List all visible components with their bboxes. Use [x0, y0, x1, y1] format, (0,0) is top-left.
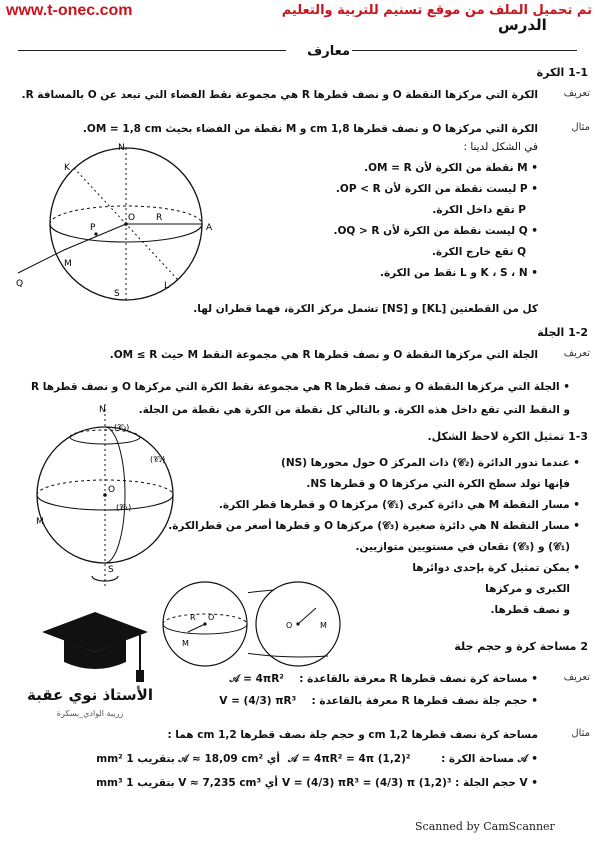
- great-circle-front: [37, 495, 173, 510]
- label-o: O: [108, 485, 116, 495]
- label-m: M: [64, 259, 72, 269]
- label-r: R: [156, 213, 163, 223]
- s12-line: و النقط التي تقع داخل هذه الكرة. و بالتالي كل نقطة من الكرة هي نقطة من الجلة.: [138, 404, 570, 416]
- label-c3: (𝒞₃): [114, 423, 130, 432]
- label-m: M: [36, 517, 44, 527]
- graduation-cap-logo: [40, 610, 150, 686]
- section-title: معارف: [307, 44, 350, 59]
- s11-line: • Q ليست نقطة من الكرة لأن OQ > R.: [333, 225, 538, 237]
- s11-line: في الشكل لدينا :: [463, 141, 538, 153]
- s11-line: • K ، S ، N و L نقط من الكرة.: [379, 267, 538, 279]
- s2-ex-area-label: • 𝒜 مساحة الكرة :: [441, 753, 538, 765]
- label-c1: (𝒞₁): [116, 503, 132, 512]
- sphere-figure-1: [14, 138, 224, 308]
- label-k: K: [64, 163, 70, 173]
- s2-ex-area-calc: 𝒜 = 4πR² = 4π (1,2)²: [288, 753, 411, 765]
- sphere-figure-3: [160, 578, 250, 670]
- s11-line: Q تقع خارج الكرة.: [431, 246, 526, 258]
- s2-area-formula: 𝒜 = 4πR²: [229, 673, 284, 685]
- radius: [298, 608, 316, 624]
- s13-line: (𝒞₁) و (𝒞₃) تقعان في مستويين متوازيين.: [355, 541, 570, 553]
- meridian-circle: [105, 427, 125, 563]
- s11-example: الكرة التي مركزها O و نصف قطرها 1,8 cm و M نقطة من الفضاء بحيث OM = 1,8 cm.: [82, 123, 538, 135]
- download-banner: تم تحميل الملف من موقع تسنيم للتربية والتعليم: [281, 3, 592, 18]
- point-o: [103, 493, 107, 497]
- label-c2: (𝒞₂): [150, 455, 166, 464]
- s11-num: 1-1: [568, 66, 588, 79]
- s2-heading: [380, 640, 588, 653]
- sphere-figure-2: [30, 400, 190, 590]
- tassel-icon: [136, 670, 144, 682]
- s2-area-text: • مساحة كرة نصف قطرها R معرفة بالقاعدة :: [299, 673, 538, 685]
- s13-line: • مسار النقطة M هي دائرة كبرى (𝒞₁) مركزها O و قطرها قطر الكرة.: [218, 499, 580, 511]
- s13-heading: [360, 430, 588, 443]
- s2-example-label: مثال: [571, 728, 590, 739]
- s13-title: تمثيل الكرة لاحظ الشكل.: [427, 430, 565, 443]
- s2-num: 2: [580, 640, 588, 653]
- divider-left: [18, 50, 286, 51]
- s2-title: مساحة كرة و حجم جلة: [454, 640, 577, 653]
- label-m: M: [320, 621, 327, 630]
- logo-subtitle: زريبة الوادي_بسكرة: [56, 709, 124, 718]
- s12-line: • الجلة التي مركزها النقطة O و نصف قطرها R هي مجموعة نقط الكرة التي مركزها O و نصف قطرها R: [31, 381, 570, 393]
- s2-vol-row: [200, 694, 538, 708]
- s13-line: • عندما تدور الدائرة (𝒞₂) ذات المركز O حول محورها (NS): [281, 457, 580, 469]
- label-q: Q: [16, 279, 24, 289]
- s13-num: 1-3: [568, 430, 588, 443]
- s11-title: الكرة: [536, 66, 565, 79]
- s2-example-intro: مساحة كرة نصف قطرها 1,2 cm و حجم جلة نصف قطرها 1,2 cm هما :: [167, 729, 538, 741]
- s11-heading: [480, 66, 588, 79]
- s11-line: • M نقطة من الكرة لأن OM = R.: [364, 162, 538, 174]
- s13-line: فإنها تولد سطح الكرة التي مركزها O و قطرها NS.: [306, 478, 570, 490]
- s11-list: [220, 140, 538, 287]
- s2-area-row: [200, 672, 538, 686]
- s11-example-label: مثال: [571, 122, 590, 133]
- s13-line: و نصف قطرها.: [490, 604, 570, 616]
- lesson-label: الدرس: [498, 16, 547, 34]
- cap-top: [42, 612, 148, 652]
- label-n: N: [99, 405, 106, 415]
- s2-ex-vol-calc: V = (4/3) πR³ = (4/3) π (1,2)³: [282, 777, 452, 789]
- label-a: A: [206, 223, 213, 233]
- s13-line: الكبرى و مركزها: [485, 583, 570, 595]
- s2-ex-vol-label: • V حجم الجلة :: [455, 777, 538, 789]
- scanned-by-footer: Scanned by CamScanner: [415, 820, 555, 833]
- s11-line: كل من القطعتين [KL] و [NS] تشمل مركز الكرة، فهما قطران لها.: [193, 303, 538, 315]
- great-circle-back: [37, 480, 173, 495]
- point-o: [296, 622, 299, 625]
- label-n: N: [118, 143, 125, 153]
- s12-num: 1-2: [568, 326, 588, 339]
- s2-vol-text: • حجم جلة نصف قطرها R معرفة بالقاعدة :: [311, 695, 538, 707]
- label-l: L: [164, 281, 170, 291]
- label-o: O: [286, 621, 293, 630]
- s11-line: • P ليست نقطة من الكرة لأن OP < R.: [335, 183, 538, 195]
- site-url[interactable]: www.t-onec.com: [6, 2, 133, 19]
- s13-line: • مسار النقطة N هي دائرة صغيرة (𝒞₃) مركزها O و قطرها أصغر من قطرالكرة.: [168, 520, 580, 532]
- label-p: P: [90, 223, 96, 233]
- s12-def-label: تعريف: [563, 348, 590, 359]
- s2-ex-vol-result: أي V ≈ 7,235 cm³ بتقريب 1 mm³: [96, 777, 278, 789]
- label-m: M: [182, 639, 189, 648]
- sphere-figure-4: [248, 578, 348, 670]
- s12-title: الجلة: [537, 326, 565, 339]
- s12-heading: [480, 326, 588, 339]
- label-o: O: [208, 613, 215, 622]
- s2-def-label: تعريف: [563, 672, 590, 683]
- line-mq: [18, 250, 64, 273]
- s2-vol-formula: V = (4/3) πR³: [219, 695, 297, 707]
- divider-right: [352, 50, 577, 51]
- point-o: [203, 622, 206, 625]
- logo-teacher-name: الأستاذ نوي عقبة: [26, 686, 153, 704]
- label-r: R: [190, 613, 196, 622]
- s12-def: الجلة التي مركزها النقطة O و نصف قطرها R هي مجموعة النقط M حيث OM ≤ R.: [109, 349, 538, 361]
- s13-line: • يمكن تمثيل كرة بإحدى دوائرها: [412, 562, 580, 574]
- label-s: S: [108, 565, 114, 575]
- s11-def-label: تعريف: [563, 88, 590, 99]
- label-o: O: [128, 213, 136, 223]
- radius: [188, 624, 205, 632]
- s11-line: P تقع داخل الكرة.: [432, 204, 526, 216]
- label-s: S: [114, 289, 120, 299]
- s2-ex-area-result: أي 𝒜 ≈ 18,09 cm² بتقريب 1 mm²: [96, 753, 280, 765]
- s11-def: الكرة التي مركزها النقطة O و نصف قطرها R هي مجموعة نقط الفضاء التي تبعد عن O بالمسافة R.: [21, 89, 538, 101]
